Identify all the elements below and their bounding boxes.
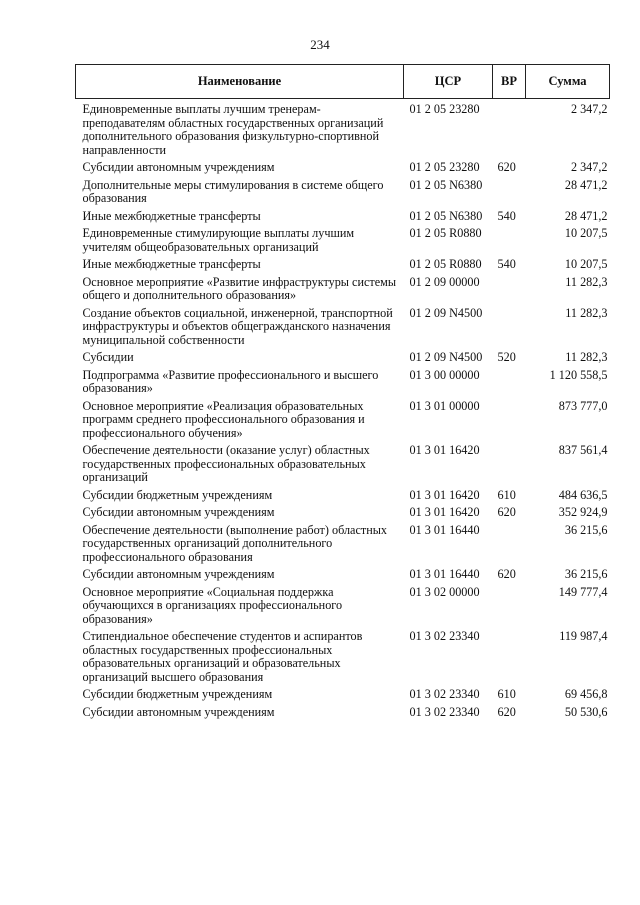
row-vr (493, 444, 526, 489)
row-name: Основное мероприятие «Развитие инфраструктуры системы общего и дополнительного образования» (82, 274, 397, 302)
row-vr: 620 (497, 160, 516, 174)
row-name: Дополнительные меры стимулирования в системе общего образования (82, 177, 384, 205)
row-sum: 352 924,9 (558, 505, 608, 519)
row-csr: 01 2 05 R0880 (409, 226, 482, 240)
row-vr: 620 (497, 567, 516, 581)
row-csr: 01 3 02 23340 (409, 704, 480, 719)
header-sum: Сумма (526, 65, 610, 99)
row-name: Субсидии автономным учреждениям (82, 160, 275, 174)
table-row (76, 630, 610, 688)
row-name: Обеспечение деятельности (выполнение работ) областных государственных организаций дополнительного профессионального образования (82, 522, 388, 564)
row-vr: 610 (497, 687, 516, 701)
row-csr: 01 2 05 23280 (409, 102, 480, 116)
row-csr: 01 2 09 N4500 (409, 350, 483, 364)
row-name: Стипендиальное обеспечение студентов и аспирантов областных государственных профессиональных образовательных организаций и образовательных организаций высшего образования (82, 629, 363, 684)
row-sum: 873 777,0 (558, 398, 608, 413)
row-csr: 01 3 01 16440 (409, 567, 480, 581)
page-number: 234 (310, 37, 330, 52)
row-name: Основное мероприятие «Реализация образовательных программ среднего профессионального образования и профессионального обучения» (82, 398, 365, 440)
row-sum: 36 215,6 (564, 567, 608, 581)
row-vr (493, 586, 526, 631)
row-name: Подпрограмма «Развитие профессионального и высшего образования» (82, 367, 379, 395)
row-name: Субсидии автономным учреждениям (82, 567, 275, 581)
row-vr (493, 630, 526, 688)
row-csr: 01 3 01 00000 (409, 398, 480, 413)
table-body (76, 99, 610, 724)
row-vr (493, 307, 526, 352)
row-vr (493, 227, 526, 258)
row-vr (493, 276, 526, 307)
row-sum: 11 282,3 (565, 274, 608, 289)
row-sum: 119 987,4 (559, 629, 608, 643)
row-vr (493, 99, 526, 162)
row-vr: 540 (497, 208, 516, 223)
table-row (76, 227, 610, 258)
row-vr: 520 (497, 350, 516, 364)
row-name: Единовременные выплаты лучшим тренерам-преподавателям областных государственных организаций дополнительного образования физкультурно-спортивной направленности (82, 102, 384, 157)
table-row (76, 351, 610, 369)
row-vr (493, 179, 526, 210)
table-row (76, 161, 610, 179)
row-name: Субсидии автономным учреждениям (82, 704, 275, 719)
row-sum: 28 471,2 (564, 177, 608, 192)
row-csr: 01 2 09 00000 (409, 274, 480, 289)
table-row (76, 586, 610, 631)
row-csr: 01 2 05 N6380 (409, 177, 483, 192)
table-row (76, 179, 610, 210)
row-name: Субсидии бюджетным учреждениям (82, 687, 273, 701)
row-sum: 2 347,2 (570, 160, 608, 174)
table-row (76, 688, 610, 706)
header-csr: ЦСР (404, 65, 493, 99)
table-row (76, 369, 610, 400)
row-name: Иные межбюджетные трансферты (82, 257, 261, 271)
row-sum: 149 777,4 (558, 584, 608, 599)
header-vr: ВР (493, 65, 526, 99)
row-sum: 69 456,8 (564, 687, 608, 701)
row-csr: 01 3 01 16420 (409, 487, 480, 502)
table-row (76, 307, 610, 352)
table-row (76, 489, 610, 507)
row-sum: 837 561,4 (558, 443, 608, 457)
row-csr: 01 3 01 16440 (409, 522, 480, 537)
row-csr: 01 2 05 23280 (409, 160, 480, 174)
row-csr: 01 2 05 N6380 (409, 208, 483, 223)
table-row (76, 276, 610, 307)
table-row (76, 258, 610, 276)
table-header-row (76, 65, 610, 99)
row-name: Субсидии автономным учреждениям (82, 505, 275, 519)
table-row (76, 99, 610, 162)
row-name: Основное мероприятие «Социальная поддержка обучающихся в организациях профессионального образования» (82, 584, 343, 626)
row-vr: 620 (497, 704, 516, 719)
row-vr (493, 400, 526, 445)
row-vr: 540 (497, 257, 516, 271)
header-name: Наименование (76, 65, 404, 99)
row-csr: 01 3 01 16420 (409, 505, 480, 519)
row-sum: 484 636,5 (558, 487, 608, 502)
row-csr: 01 3 01 16420 (409, 443, 480, 457)
row-sum: 11 282,3 (565, 350, 608, 364)
table-row (76, 400, 610, 445)
row-sum: 10 207,5 (564, 226, 608, 240)
table-row (76, 706, 610, 724)
row-csr: 01 2 09 N4500 (409, 305, 483, 320)
row-sum: 28 471,2 (564, 208, 608, 223)
row-csr: 01 3 00 00000 (409, 367, 480, 382)
row-vr: 620 (497, 505, 516, 519)
row-sum: 1 120 558,5 (549, 367, 608, 382)
row-vr: 610 (497, 487, 516, 502)
table-row (76, 506, 610, 524)
row-vr (493, 369, 526, 400)
budget-table (75, 64, 610, 723)
row-sum: 36 215,6 (564, 522, 608, 537)
row-sum: 10 207,5 (564, 257, 608, 271)
row-name: Иные межбюджетные трансферты (82, 208, 261, 223)
row-sum: 2 347,2 (570, 102, 608, 116)
row-name: Единовременные стимулирующие выплаты лучшим учителям общеобразовательных организаций (82, 226, 355, 254)
row-name: Создание объектов социальной, инженерной, транспортной инфраструктуры и объектов общегражданского назначения муниципальной собственности (82, 305, 393, 347)
table-row (76, 568, 610, 586)
row-sum: 11 282,3 (565, 305, 608, 320)
row-csr: 01 3 02 23340 (409, 687, 480, 701)
row-name: Субсидии (82, 350, 134, 364)
row-sum: 50 530,6 (564, 704, 608, 719)
row-vr (493, 524, 526, 569)
row-name: Субсидии бюджетным учреждениям (82, 487, 273, 502)
table-row (76, 524, 610, 569)
row-csr: 01 3 02 00000 (409, 584, 480, 599)
row-csr: 01 3 02 23340 (409, 629, 480, 643)
row-name: Обеспечение деятельности (оказание услуг) областных государственных профессиональных образовательных организаций (82, 443, 370, 484)
table-row (76, 444, 610, 489)
table-row (76, 210, 610, 228)
row-csr: 01 2 05 R0880 (409, 257, 482, 271)
